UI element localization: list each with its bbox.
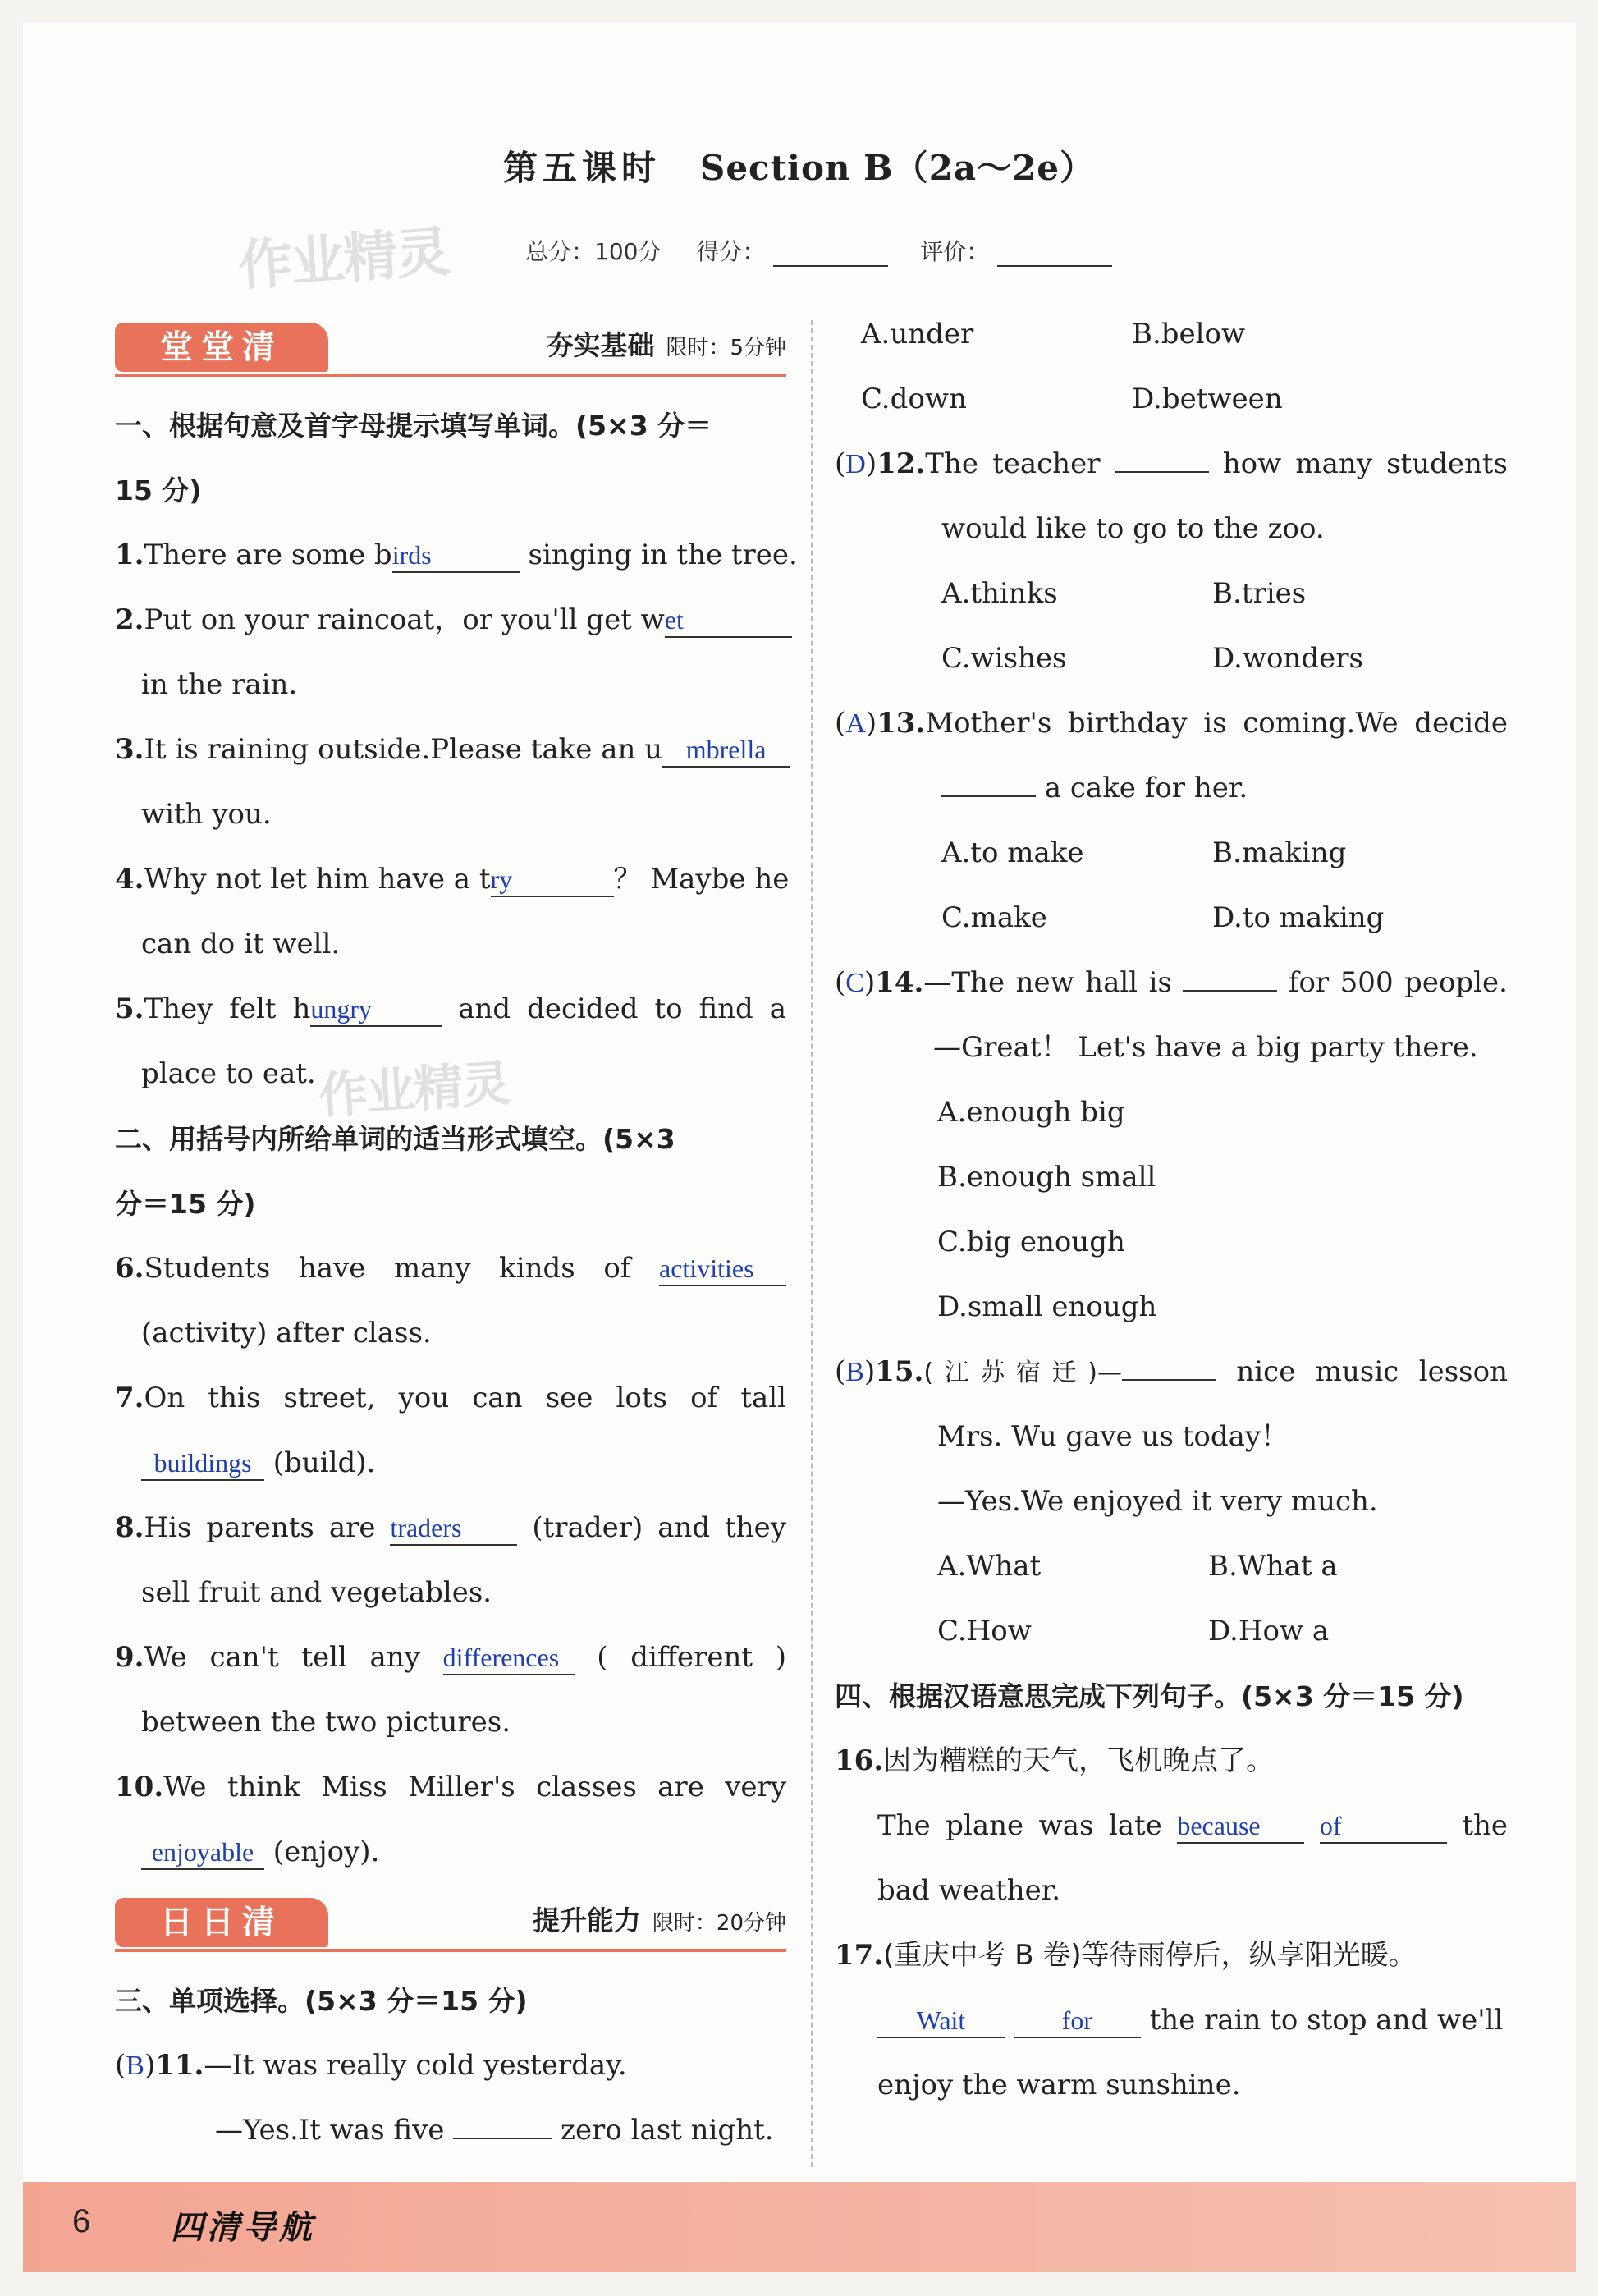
part3-heading: 三、单项选择。(5×3 分＝15 分)	[115, 1985, 528, 2017]
page-title: 第五课时 Section B（2a～2e）	[502, 148, 1096, 188]
answer-blank[interactable]: ry	[491, 863, 614, 897]
answer-blank[interactable]: activities	[659, 1252, 786, 1286]
question-17: 17.(重庆中考 B 卷)等待雨停后，纵享阳光暖。	[835, 1939, 1417, 1972]
answer-blank[interactable]: Wait	[877, 2004, 1005, 2038]
answer-blank[interactable]: mbrella	[662, 733, 790, 768]
score-blank[interactable]	[773, 242, 888, 267]
answer-blank[interactable]	[1115, 438, 1209, 473]
question-9: 9.We can't tell any differences ( different )	[115, 1641, 786, 1674]
column-divider	[811, 320, 813, 2167]
answer-blank[interactable]: traders	[390, 1511, 517, 1546]
left-column: 堂堂清 夯实基础 限时：5分钟 一、根据句意及首字母提示填写单词。(5×3 分＝ 15 分) 1.There are some birds singing in the tree. 2.Put on your raincoat，or you'll get wet in the rain. 3.It is raining outside.Please take an u mbrella with you. 4.Why not let him have a try ？ Maybe he can do it well. 5.They felt hungry and decided to find a place to eat. 二、用括号内所给单词的适当形式填空。(5×3 分＝15 分) 6.Students have many kinds of activities (activity) after class. 7.On this street, you can see lots of tall buildings (build). 8.His parents are traders (trader) and they sell fruit and vegetables. 9.We can't tell any differences ( different ) between the two pictures. 10.We think Miss Miller's classes are very enjoyable (enjoy). 日日清 提升能力 限时：20分钟 三、单项选择。(5×3 分＝15 分) (B)11.—It was really cold yesterday. —Yes.It was five zero last night.	[115, 316, 786, 2163]
page-number: 6	[72, 2203, 91, 2239]
question-8: 8.His parents are traders (trader) and they	[115, 1511, 786, 1544]
answer-blank[interactable]: because	[1177, 1809, 1304, 1844]
banner-ririqing: 日日清 提升能力 限时：20分钟	[115, 1891, 786, 1964]
brand-logo: 四清导航	[171, 2209, 315, 2247]
answer-blank[interactable]	[1122, 1346, 1216, 1381]
question-6: 6.Students have many kinds of activities	[115, 1236, 786, 1301]
question-7: 7.On this street, you can see lots of tall	[115, 1382, 786, 1414]
part2-heading: 二、用括号内所给单词的适当形式填空。(5×3	[115, 1123, 675, 1155]
question-13: (A)13.Mother's birthday is coming.We decide	[835, 707, 1508, 740]
q11-options: A.under B.below	[861, 318, 1246, 351]
right-column: A.under B.below C.down D.between (D)12.The teacher how many students would like to go to the zoo. A.thinks B.tries C.wishes D.wonders (A)13.Mother's birthday is coming.We decide a cake for her. A.to make B.making C.make D.to making (C)14.—The new hall is for 500 people. —Great！ Let's have a big party there. A.enough big B.enough small C.big enough D.small enough (B)15.(江苏宿迁)— nice music lesson Mrs. Wu gave us today！ —Yes.We enjoyed it very much. A.What B.What a C.How D.How a 四、根据汉语意思完成下列句子。(5×3 分＝15 分) 16.因为糟糕的天气，飞机晚点了。 The plane was late because of the bad weather. 17.(重庆中考 B 卷)等待雨停后，纵享阳光暖。 Wait for the rain to stop and we'll enjoy the warm sunshine.	[835, 302, 1508, 2118]
page-footer	[23, 2182, 1576, 2272]
part4-heading: 四、根据汉语意思完成下列句子。(5×3 分＝15 分)	[835, 1680, 1464, 1712]
question-4: 4.Why not let him have a try ？ Maybe he	[115, 863, 790, 896]
question-14: (C)14.—The new hall is for 500 people.	[835, 951, 1508, 1015]
answer-blank[interactable]	[941, 763, 1036, 797]
question-11: (B)11.—It was really cold yesterday.	[115, 2049, 627, 2082]
answer-blank[interactable]: irds	[392, 538, 520, 573]
watermark-mid: 作业精灵	[317, 1054, 511, 1125]
answer-blank[interactable]: buildings	[141, 1446, 264, 1481]
question-16: 16.因为糟糕的天气，飞机晚点了。	[835, 1744, 1275, 1777]
answer-blank[interactable]: of	[1320, 1809, 1447, 1844]
answer-blank[interactable]: et	[665, 603, 792, 638]
question-15: (B)15.(江苏宿迁)— nice music lesson	[835, 1340, 1508, 1405]
watermark-top: 作业精灵	[236, 220, 451, 298]
answer-blank[interactable]: enjoyable	[141, 1835, 264, 1870]
score-line: 总分：100分 得分： 评价：	[525, 234, 1137, 267]
answer-blank[interactable]: differences	[443, 1641, 575, 1675]
question-3: 3.It is raining outside.Please take an u mbrella	[115, 717, 786, 782]
part1-heading: 一、根据句意及首字母提示填写单词。(5×3 分＝	[115, 410, 712, 442]
banner-tangtangqing: 堂堂清 夯实基础 限时：5分钟	[115, 316, 786, 388]
answer-blank[interactable]: for	[1014, 2004, 1141, 2038]
question-12: (D)12.The teacher how many students	[835, 432, 1508, 497]
question-10: 10.We think Miss Miller's classes are very	[115, 1771, 786, 1803]
question-1: 1.There are some birds singing in the tree.	[115, 538, 798, 571]
question-5: 5.They felt hungry and decided to find a	[115, 992, 786, 1025]
eval-blank[interactable]	[997, 242, 1112, 267]
answer-blank[interactable]	[1183, 957, 1277, 992]
question-2: 2.Put on your raincoat，or you'll get wet	[115, 588, 786, 653]
answer-blank[interactable]	[453, 2105, 552, 2139]
answer-blank[interactable]: ungry	[310, 992, 442, 1027]
